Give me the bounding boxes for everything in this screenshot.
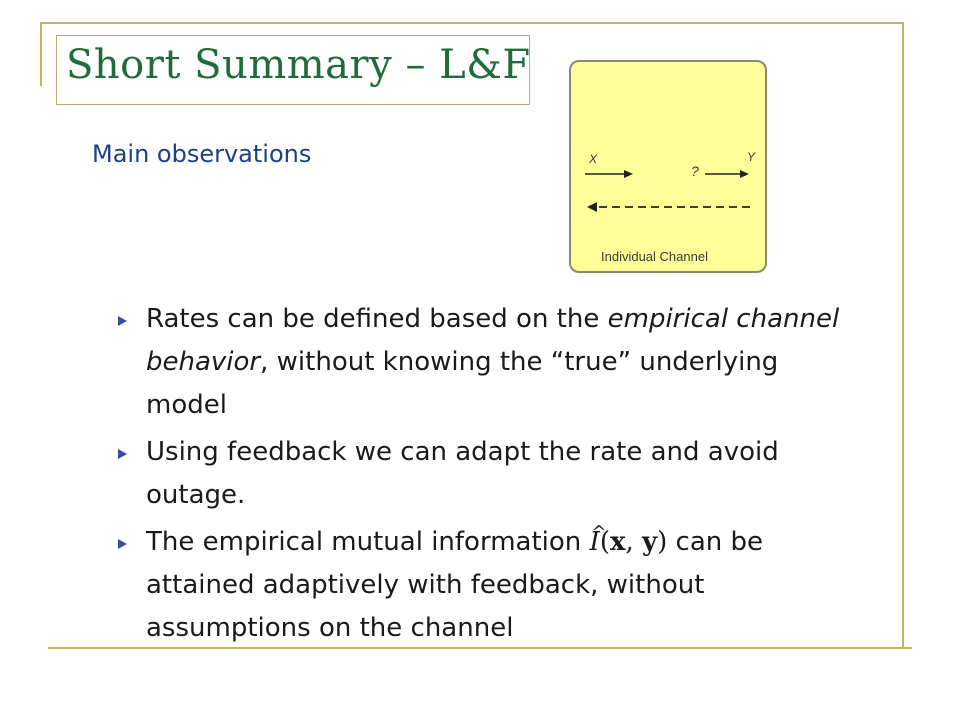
channel-arrows <box>571 62 767 273</box>
figure-label-unknown: ? <box>691 163 699 179</box>
frame-rule-right <box>902 22 904 648</box>
slide-subtitle: Main observations <box>92 140 312 168</box>
bullet-text: Using feedback we can adapt the rate and avoid outage. <box>146 437 779 510</box>
right-triangle-bullet-icon <box>118 316 127 326</box>
math-var-x: x <box>609 527 626 557</box>
figure-label-y: Y <box>747 150 756 164</box>
slide-title: Short Summary – L&F <box>66 42 531 88</box>
right-triangle-bullet-icon <box>118 449 127 459</box>
math-hat-i: ^ I <box>590 527 600 557</box>
math-paren-close: ) <box>657 527 668 557</box>
observations-list <box>118 298 858 650</box>
figure-caption: Individual Channel <box>601 249 708 264</box>
bullet-emphasis: empirical channel behavior <box>146 304 840 377</box>
output-arrowhead <box>740 170 749 178</box>
bullet-item-feedback <box>118 431 858 517</box>
feedback-arrowhead <box>587 202 597 212</box>
bullet-text: Rates can be defined based on the <box>146 304 608 334</box>
input-arrowhead <box>624 170 633 178</box>
math-paren-open: ( <box>599 527 610 557</box>
bullet-text: can be attained adaptively with feedback, without assumptions on the channel <box>146 527 764 643</box>
bullet-text: , without knowing the “true” underlying model <box>146 347 779 420</box>
right-triangle-bullet-icon <box>118 539 127 549</box>
channel-diagram <box>569 60 767 273</box>
frame-rule-top <box>40 22 904 24</box>
figure-label-x: X <box>589 152 598 166</box>
bullet-item-mutual-information <box>118 521 858 650</box>
bullet-item-rates <box>118 298 858 427</box>
math-var-y: y <box>642 527 658 557</box>
math-comma: , <box>625 527 643 557</box>
math-expression <box>590 527 668 557</box>
frame-rule-left <box>40 22 42 86</box>
bullet-text: The empirical mutual information <box>146 527 590 557</box>
